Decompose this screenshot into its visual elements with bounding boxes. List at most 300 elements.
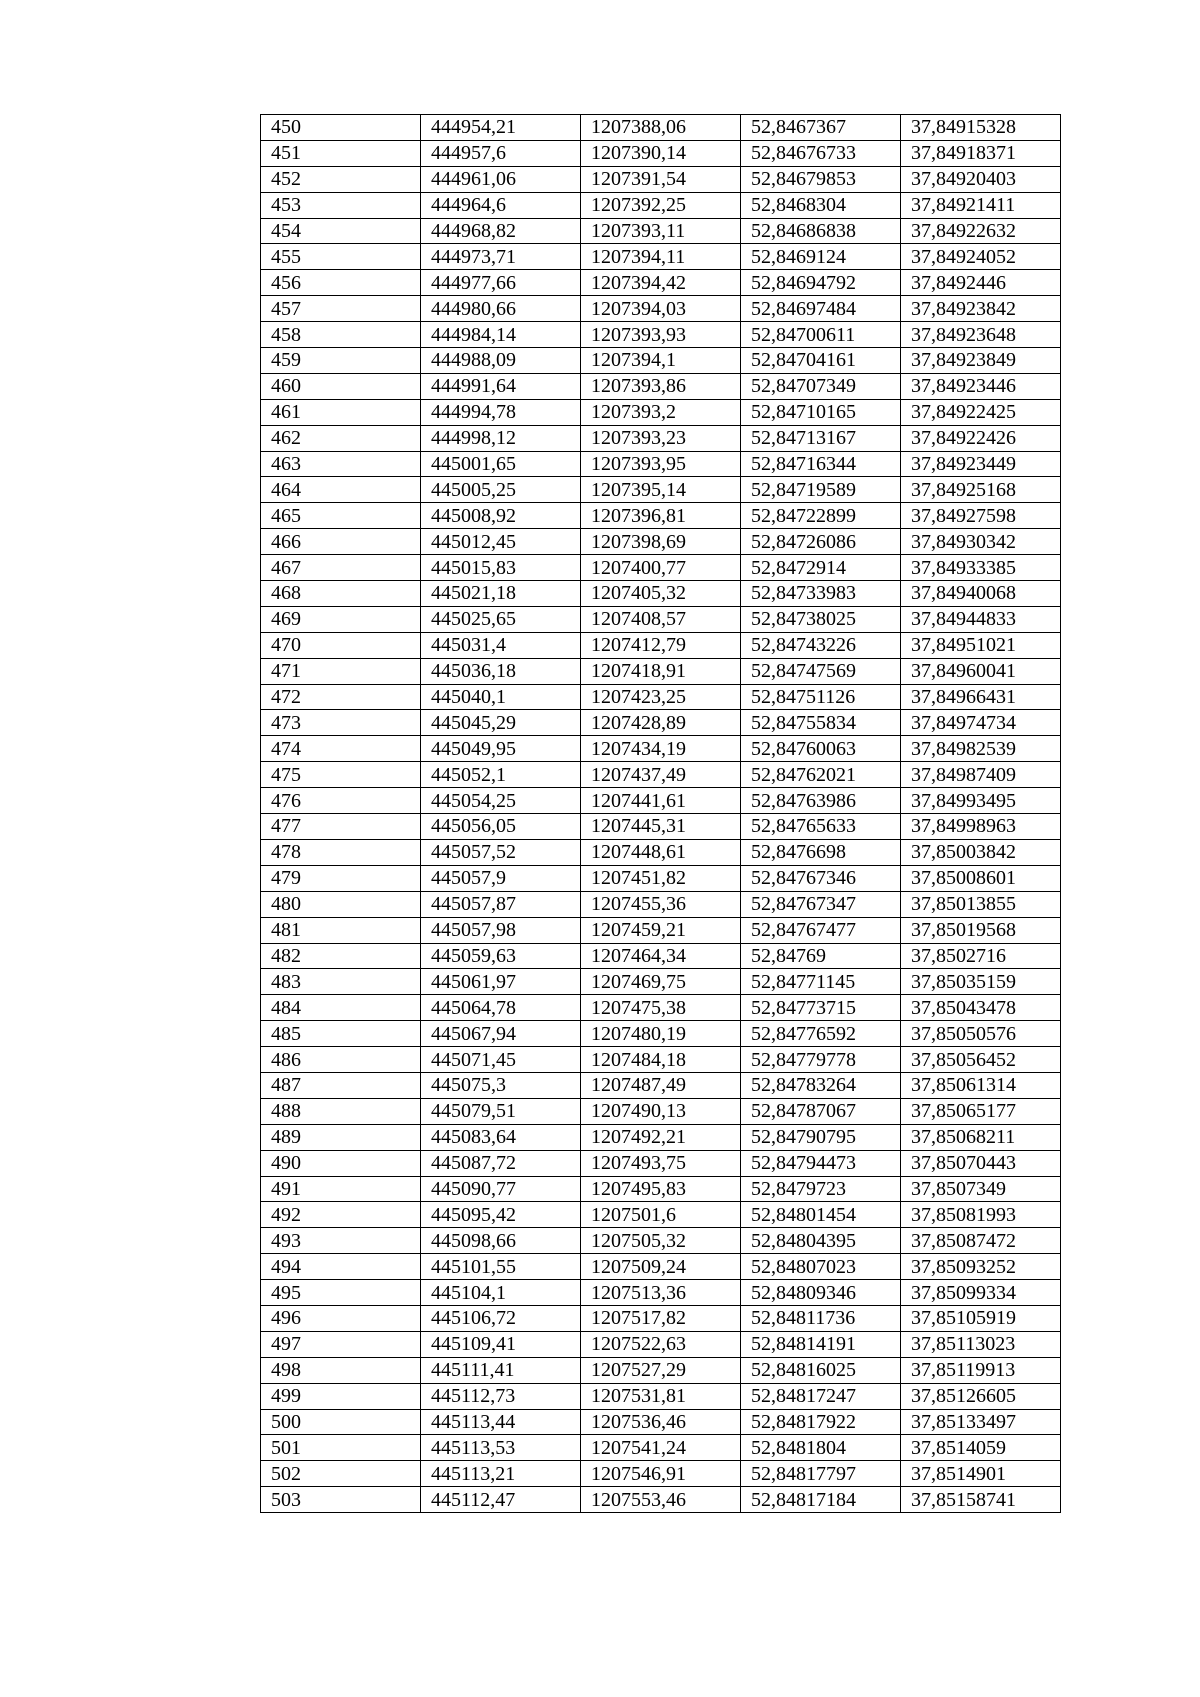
point-number-cell: 453: [261, 192, 421, 218]
x-coordinate-cell: 445054,25: [421, 788, 581, 814]
latitude-cell: 52,84762021: [741, 762, 901, 788]
x-coordinate-cell: 445056,05: [421, 814, 581, 840]
longitude-cell: 37,84993495: [901, 788, 1061, 814]
table-row: [261, 555, 1061, 581]
longitude-cell: 37,85043478: [901, 995, 1061, 1021]
latitude-cell: 52,84726086: [741, 529, 901, 555]
point-number-cell: 486: [261, 1047, 421, 1073]
latitude-cell: 52,84771145: [741, 969, 901, 995]
longitude-cell: 37,85081993: [901, 1202, 1061, 1228]
point-number-cell: 467: [261, 555, 421, 581]
x-coordinate-cell: 445113,21: [421, 1461, 581, 1487]
x-coordinate-cell: 445061,97: [421, 969, 581, 995]
latitude-cell: 52,84769: [741, 943, 901, 969]
latitude-cell: 52,8467367: [741, 115, 901, 141]
latitude-cell: 52,84694792: [741, 270, 901, 296]
longitude-cell: 37,8514059: [901, 1435, 1061, 1461]
point-number-cell: 452: [261, 166, 421, 192]
longitude-cell: 37,85099334: [901, 1280, 1061, 1306]
longitude-cell: 37,85093252: [901, 1254, 1061, 1280]
x-coordinate-cell: 444984,14: [421, 322, 581, 348]
y-coordinate-cell: 1207553,46: [581, 1487, 741, 1513]
y-coordinate-cell: 1207448,61: [581, 839, 741, 865]
latitude-cell: 52,84679853: [741, 166, 901, 192]
longitude-cell: 37,84923648: [901, 322, 1061, 348]
point-number-cell: 456: [261, 270, 421, 296]
x-coordinate-cell: 445113,53: [421, 1435, 581, 1461]
longitude-cell: 37,85013855: [901, 891, 1061, 917]
table-row: [261, 296, 1061, 322]
table-row: [261, 814, 1061, 840]
y-coordinate-cell: 1207388,06: [581, 115, 741, 141]
point-number-cell: 494: [261, 1254, 421, 1280]
x-coordinate-cell: 444980,66: [421, 296, 581, 322]
coordinates-table-body: [261, 115, 1061, 1513]
x-coordinate-cell: 444964,6: [421, 192, 581, 218]
y-coordinate-cell: 1207437,49: [581, 762, 741, 788]
point-number-cell: 500: [261, 1409, 421, 1435]
y-coordinate-cell: 1207398,69: [581, 529, 741, 555]
y-coordinate-cell: 1207393,86: [581, 373, 741, 399]
table-row: [261, 399, 1061, 425]
table-row: [261, 684, 1061, 710]
y-coordinate-cell: 1207487,49: [581, 1072, 741, 1098]
table-row: [261, 1047, 1061, 1073]
y-coordinate-cell: 1207484,18: [581, 1047, 741, 1073]
point-number-cell: 473: [261, 710, 421, 736]
x-coordinate-cell: 445095,42: [421, 1202, 581, 1228]
point-number-cell: 455: [261, 244, 421, 270]
point-number-cell: 472: [261, 684, 421, 710]
y-coordinate-cell: 1207469,75: [581, 969, 741, 995]
point-number-cell: 496: [261, 1305, 421, 1331]
x-coordinate-cell: 445015,83: [421, 555, 581, 581]
y-coordinate-cell: 1207400,77: [581, 555, 741, 581]
longitude-cell: 37,85003842: [901, 839, 1061, 865]
point-number-cell: 481: [261, 917, 421, 943]
x-coordinate-cell: 445071,45: [421, 1047, 581, 1073]
point-number-cell: 460: [261, 373, 421, 399]
y-coordinate-cell: 1207394,03: [581, 296, 741, 322]
longitude-cell: 37,85113023: [901, 1331, 1061, 1357]
latitude-cell: 52,84719589: [741, 477, 901, 503]
point-number-cell: 498: [261, 1357, 421, 1383]
point-number-cell: 476: [261, 788, 421, 814]
point-number-cell: 474: [261, 736, 421, 762]
point-number-cell: 465: [261, 503, 421, 529]
latitude-cell: 52,84743226: [741, 632, 901, 658]
longitude-cell: 37,85050576: [901, 1021, 1061, 1047]
table-row: [261, 322, 1061, 348]
y-coordinate-cell: 1207445,31: [581, 814, 741, 840]
y-coordinate-cell: 1207393,95: [581, 451, 741, 477]
y-coordinate-cell: 1207505,32: [581, 1228, 741, 1254]
y-coordinate-cell: 1207392,25: [581, 192, 741, 218]
y-coordinate-cell: 1207509,24: [581, 1254, 741, 1280]
latitude-cell: 52,8479723: [741, 1176, 901, 1202]
latitude-cell: 52,84722899: [741, 503, 901, 529]
point-number-cell: 469: [261, 606, 421, 632]
table-row: [261, 140, 1061, 166]
x-coordinate-cell: 445087,72: [421, 1150, 581, 1176]
longitude-cell: 37,85119913: [901, 1357, 1061, 1383]
latitude-cell: 52,84794473: [741, 1150, 901, 1176]
latitude-cell: 52,84767477: [741, 917, 901, 943]
table-row: [261, 632, 1061, 658]
x-coordinate-cell: 444977,66: [421, 270, 581, 296]
x-coordinate-cell: 445057,9: [421, 865, 581, 891]
y-coordinate-cell: 1207390,14: [581, 140, 741, 166]
longitude-cell: 37,84921411: [901, 192, 1061, 218]
latitude-cell: 52,84816025: [741, 1357, 901, 1383]
point-number-cell: 503: [261, 1487, 421, 1513]
point-number-cell: 458: [261, 322, 421, 348]
longitude-cell: 37,85133497: [901, 1409, 1061, 1435]
table-row: [261, 1305, 1061, 1331]
x-coordinate-cell: 445090,77: [421, 1176, 581, 1202]
y-coordinate-cell: 1207493,75: [581, 1150, 741, 1176]
longitude-cell: 37,84920403: [901, 166, 1061, 192]
point-number-cell: 464: [261, 477, 421, 503]
longitude-cell: 37,84923842: [901, 296, 1061, 322]
y-coordinate-cell: 1207455,36: [581, 891, 741, 917]
y-coordinate-cell: 1207434,19: [581, 736, 741, 762]
longitude-cell: 37,84930342: [901, 529, 1061, 555]
longitude-cell: 37,84923449: [901, 451, 1061, 477]
point-number-cell: 499: [261, 1383, 421, 1409]
longitude-cell: 37,84918371: [901, 140, 1061, 166]
x-coordinate-cell: 445059,63: [421, 943, 581, 969]
x-coordinate-cell: 444973,71: [421, 244, 581, 270]
y-coordinate-cell: 1207527,29: [581, 1357, 741, 1383]
y-coordinate-cell: 1207396,81: [581, 503, 741, 529]
table-row: [261, 192, 1061, 218]
x-coordinate-cell: 445064,78: [421, 995, 581, 1021]
latitude-cell: 52,84790795: [741, 1124, 901, 1150]
point-number-cell: 477: [261, 814, 421, 840]
longitude-cell: 37,8514901: [901, 1461, 1061, 1487]
x-coordinate-cell: 444961,06: [421, 166, 581, 192]
point-number-cell: 488: [261, 1098, 421, 1124]
longitude-cell: 37,8492446: [901, 270, 1061, 296]
point-number-cell: 495: [261, 1280, 421, 1306]
table-row: [261, 736, 1061, 762]
latitude-cell: 52,84765633: [741, 814, 901, 840]
point-number-cell: 459: [261, 348, 421, 374]
table-row: [261, 529, 1061, 555]
point-number-cell: 497: [261, 1331, 421, 1357]
table-row: [261, 1435, 1061, 1461]
longitude-cell: 37,85008601: [901, 865, 1061, 891]
y-coordinate-cell: 1207490,13: [581, 1098, 741, 1124]
point-number-cell: 454: [261, 218, 421, 244]
latitude-cell: 52,8469124: [741, 244, 901, 270]
longitude-cell: 37,84933385: [901, 555, 1061, 581]
longitude-cell: 37,84951021: [901, 632, 1061, 658]
longitude-cell: 37,84924052: [901, 244, 1061, 270]
longitude-cell: 37,84922632: [901, 218, 1061, 244]
point-number-cell: 463: [261, 451, 421, 477]
longitude-cell: 37,84927598: [901, 503, 1061, 529]
x-coordinate-cell: 445045,29: [421, 710, 581, 736]
y-coordinate-cell: 1207428,89: [581, 710, 741, 736]
y-coordinate-cell: 1207441,61: [581, 788, 741, 814]
longitude-cell: 37,85105919: [901, 1305, 1061, 1331]
x-coordinate-cell: 445057,52: [421, 839, 581, 865]
latitude-cell: 52,84809346: [741, 1280, 901, 1306]
table-row: [261, 891, 1061, 917]
latitude-cell: 52,84697484: [741, 296, 901, 322]
latitude-cell: 52,8481804: [741, 1435, 901, 1461]
longitude-cell: 37,85065177: [901, 1098, 1061, 1124]
longitude-cell: 37,85126605: [901, 1383, 1061, 1409]
x-coordinate-cell: 445109,41: [421, 1331, 581, 1357]
y-coordinate-cell: 1207395,14: [581, 477, 741, 503]
y-coordinate-cell: 1207480,19: [581, 1021, 741, 1047]
y-coordinate-cell: 1207475,38: [581, 995, 741, 1021]
x-coordinate-cell: 445106,72: [421, 1305, 581, 1331]
x-coordinate-cell: 445079,51: [421, 1098, 581, 1124]
longitude-cell: 37,8502716: [901, 943, 1061, 969]
y-coordinate-cell: 1207517,82: [581, 1305, 741, 1331]
point-number-cell: 480: [261, 891, 421, 917]
table-row: [261, 581, 1061, 607]
longitude-cell: 37,85056452: [901, 1047, 1061, 1073]
table-row: [261, 1150, 1061, 1176]
y-coordinate-cell: 1207464,34: [581, 943, 741, 969]
longitude-cell: 37,84925168: [901, 477, 1061, 503]
latitude-cell: 52,84733983: [741, 581, 901, 607]
x-coordinate-cell: 445057,98: [421, 917, 581, 943]
table-row: [261, 1202, 1061, 1228]
latitude-cell: 52,84773715: [741, 995, 901, 1021]
point-number-cell: 475: [261, 762, 421, 788]
x-coordinate-cell: 444994,78: [421, 399, 581, 425]
table-row: [261, 1098, 1061, 1124]
latitude-cell: 52,84817247: [741, 1383, 901, 1409]
table-row: [261, 425, 1061, 451]
latitude-cell: 52,8468304: [741, 192, 901, 218]
x-coordinate-cell: 445049,95: [421, 736, 581, 762]
table-row: [261, 1357, 1061, 1383]
longitude-cell: 37,84982539: [901, 736, 1061, 762]
longitude-cell: 37,84944833: [901, 606, 1061, 632]
longitude-cell: 37,84922426: [901, 425, 1061, 451]
longitude-cell: 37,84987409: [901, 762, 1061, 788]
table-row: [261, 1487, 1061, 1513]
point-number-cell: 462: [261, 425, 421, 451]
point-number-cell: 491: [261, 1176, 421, 1202]
longitude-cell: 37,85158741: [901, 1487, 1061, 1513]
x-coordinate-cell: 445101,55: [421, 1254, 581, 1280]
longitude-cell: 37,84974734: [901, 710, 1061, 736]
longitude-cell: 37,84923446: [901, 373, 1061, 399]
point-number-cell: 457: [261, 296, 421, 322]
longitude-cell: 37,85068211: [901, 1124, 1061, 1150]
x-coordinate-cell: 445012,45: [421, 529, 581, 555]
x-coordinate-cell: 445098,66: [421, 1228, 581, 1254]
table-row: [261, 503, 1061, 529]
longitude-cell: 37,85061314: [901, 1072, 1061, 1098]
point-number-cell: 492: [261, 1202, 421, 1228]
latitude-cell: 52,84787067: [741, 1098, 901, 1124]
table-row: [261, 1021, 1061, 1047]
latitude-cell: 52,84716344: [741, 451, 901, 477]
y-coordinate-cell: 1207418,91: [581, 658, 741, 684]
latitude-cell: 52,84804395: [741, 1228, 901, 1254]
table-row: [261, 270, 1061, 296]
latitude-cell: 52,84763986: [741, 788, 901, 814]
table-row: [261, 1461, 1061, 1487]
longitude-cell: 37,84940068: [901, 581, 1061, 607]
point-number-cell: 471: [261, 658, 421, 684]
table-row: [261, 1383, 1061, 1409]
longitude-cell: 37,8507349: [901, 1176, 1061, 1202]
latitude-cell: 52,84807023: [741, 1254, 901, 1280]
y-coordinate-cell: 1207501,6: [581, 1202, 741, 1228]
latitude-cell: 52,84755834: [741, 710, 901, 736]
latitude-cell: 52,84707349: [741, 373, 901, 399]
table-row: [261, 710, 1061, 736]
point-number-cell: 501: [261, 1435, 421, 1461]
x-coordinate-cell: 445021,18: [421, 581, 581, 607]
x-coordinate-cell: 445112,47: [421, 1487, 581, 1513]
table-row: [261, 606, 1061, 632]
x-coordinate-cell: 445057,87: [421, 891, 581, 917]
table-row: [261, 348, 1061, 374]
y-coordinate-cell: 1207459,21: [581, 917, 741, 943]
x-coordinate-cell: 445031,4: [421, 632, 581, 658]
point-number-cell: 468: [261, 581, 421, 607]
latitude-cell: 52,8476698: [741, 839, 901, 865]
x-coordinate-cell: 444968,82: [421, 218, 581, 244]
y-coordinate-cell: 1207513,36: [581, 1280, 741, 1306]
latitude-cell: 52,84801454: [741, 1202, 901, 1228]
latitude-cell: 52,84767346: [741, 865, 901, 891]
point-number-cell: 483: [261, 969, 421, 995]
y-coordinate-cell: 1207423,25: [581, 684, 741, 710]
table-row: [261, 244, 1061, 270]
x-coordinate-cell: 445067,94: [421, 1021, 581, 1047]
latitude-cell: 52,84747569: [741, 658, 901, 684]
table-row: [261, 1280, 1061, 1306]
x-coordinate-cell: 445112,73: [421, 1383, 581, 1409]
y-coordinate-cell: 1207393,11: [581, 218, 741, 244]
table-row: [261, 1072, 1061, 1098]
y-coordinate-cell: 1207408,57: [581, 606, 741, 632]
point-number-cell: 466: [261, 529, 421, 555]
longitude-cell: 37,85070443: [901, 1150, 1061, 1176]
longitude-cell: 37,84922425: [901, 399, 1061, 425]
y-coordinate-cell: 1207522,63: [581, 1331, 741, 1357]
x-coordinate-cell: 445036,18: [421, 658, 581, 684]
latitude-cell: 52,84738025: [741, 606, 901, 632]
longitude-cell: 37,85087472: [901, 1228, 1061, 1254]
y-coordinate-cell: 1207405,32: [581, 581, 741, 607]
x-coordinate-cell: 445008,92: [421, 503, 581, 529]
x-coordinate-cell: 444957,6: [421, 140, 581, 166]
x-coordinate-cell: 445113,44: [421, 1409, 581, 1435]
latitude-cell: 52,84686838: [741, 218, 901, 244]
point-number-cell: 451: [261, 140, 421, 166]
table-row: [261, 865, 1061, 891]
latitude-cell: 52,84704161: [741, 348, 901, 374]
x-coordinate-cell: 445083,64: [421, 1124, 581, 1150]
y-coordinate-cell: 1207541,24: [581, 1435, 741, 1461]
y-coordinate-cell: 1207546,91: [581, 1461, 741, 1487]
latitude-cell: 52,84779778: [741, 1047, 901, 1073]
x-coordinate-cell: 444954,21: [421, 115, 581, 141]
point-number-cell: 502: [261, 1461, 421, 1487]
table-row: [261, 969, 1061, 995]
y-coordinate-cell: 1207536,46: [581, 1409, 741, 1435]
table-row: [261, 115, 1061, 141]
latitude-cell: 52,8472914: [741, 555, 901, 581]
table-row: [261, 1176, 1061, 1202]
table-row: [261, 762, 1061, 788]
longitude-cell: 37,84966431: [901, 684, 1061, 710]
latitude-cell: 52,84817797: [741, 1461, 901, 1487]
point-number-cell: 461: [261, 399, 421, 425]
y-coordinate-cell: 1207391,54: [581, 166, 741, 192]
latitude-cell: 52,84760063: [741, 736, 901, 762]
longitude-cell: 37,84960041: [901, 658, 1061, 684]
table-row: [261, 1254, 1061, 1280]
point-number-cell: 478: [261, 839, 421, 865]
point-number-cell: 493: [261, 1228, 421, 1254]
y-coordinate-cell: 1207495,83: [581, 1176, 741, 1202]
x-coordinate-cell: 445104,1: [421, 1280, 581, 1306]
latitude-cell: 52,84814191: [741, 1331, 901, 1357]
longitude-cell: 37,84998963: [901, 814, 1061, 840]
latitude-cell: 52,84817184: [741, 1487, 901, 1513]
latitude-cell: 52,84817922: [741, 1409, 901, 1435]
coordinates-table: [260, 114, 1061, 1513]
point-number-cell: 487: [261, 1072, 421, 1098]
table-row: [261, 917, 1061, 943]
table-row: [261, 1409, 1061, 1435]
table-row: [261, 451, 1061, 477]
latitude-cell: 52,84783264: [741, 1072, 901, 1098]
latitude-cell: 52,84713167: [741, 425, 901, 451]
x-coordinate-cell: 445111,41: [421, 1357, 581, 1383]
y-coordinate-cell: 1207393,23: [581, 425, 741, 451]
latitude-cell: 52,84676733: [741, 140, 901, 166]
table-row: [261, 477, 1061, 503]
x-coordinate-cell: 445001,65: [421, 451, 581, 477]
point-number-cell: 489: [261, 1124, 421, 1150]
y-coordinate-cell: 1207394,11: [581, 244, 741, 270]
point-number-cell: 485: [261, 1021, 421, 1047]
y-coordinate-cell: 1207394,1: [581, 348, 741, 374]
table-row: [261, 995, 1061, 1021]
x-coordinate-cell: 445005,25: [421, 477, 581, 503]
x-coordinate-cell: 444991,64: [421, 373, 581, 399]
latitude-cell: 52,84710165: [741, 399, 901, 425]
table-row: [261, 1124, 1061, 1150]
y-coordinate-cell: 1207492,21: [581, 1124, 741, 1150]
point-number-cell: 479: [261, 865, 421, 891]
point-number-cell: 470: [261, 632, 421, 658]
latitude-cell: 52,84811736: [741, 1305, 901, 1331]
point-number-cell: 482: [261, 943, 421, 969]
x-coordinate-cell: 445052,1: [421, 762, 581, 788]
x-coordinate-cell: 444988,09: [421, 348, 581, 374]
x-coordinate-cell: 445075,3: [421, 1072, 581, 1098]
y-coordinate-cell: 1207394,42: [581, 270, 741, 296]
x-coordinate-cell: 444998,12: [421, 425, 581, 451]
latitude-cell: 52,84776592: [741, 1021, 901, 1047]
